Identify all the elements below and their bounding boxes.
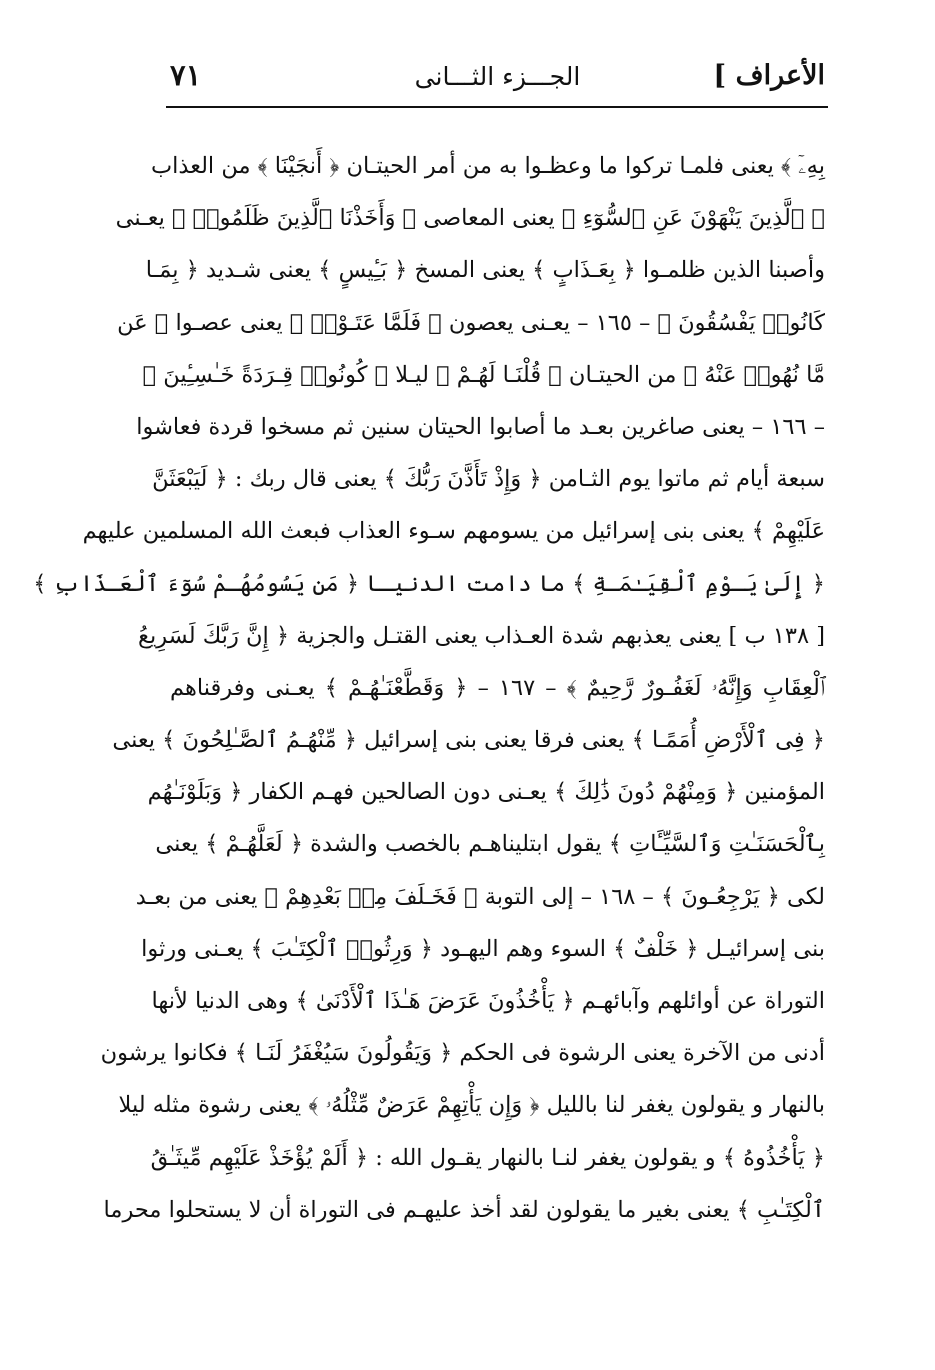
text-line: المؤمنين ﴿ وَمِنْهُمْ دُونَ ذَٰلِكَ ﴾ يعـنى دون الصالحين فهـم الكفار ﴿ وَبَلَوْنَـٰهُم xyxy=(147,779,825,806)
text-line: مَّا نُهُوا۟ عَنْهُ ﴾ من الحيتـان ﴿ قُلْنَـا لَهُـمْ ﴾ ليـلا ﴿ كُونُوا۟ قِـرَدَةً خَـٰسِـِٔينَ ﴾ xyxy=(142,361,825,388)
surah-title: الأعراف ] xyxy=(713,60,825,91)
text-line: لكى ﴿ يَرْجِعُـونَ ﴾ – ١٦٨ – إلى التوبة ﴿ فَخَـلَفَ مِنۢ بَعْدِهِمْ ﴾ يعنى من بعـد xyxy=(135,883,825,910)
text-line: ٱلْعِقَابِ وَإِنَّهُۥ لَغَفُـورٌ رَّحِيمٌ ﴾ – ١٦٧ – ﴿ وَقَطَّعْنَـٰهُـمْ ﴾ يعـنى وفرقناهم xyxy=(170,674,825,701)
text-line: [ ١٣٨ ب ] يعنى يعذبهم شدة العـذاب يعنى القتـل والجزية ﴿ إِنَّ رَبَّكَ لَسَرِيعُ xyxy=(137,622,825,649)
body-text xyxy=(33,140,825,1236)
text-line: وأصبنا الذين ظلمـوا ﴿ بِعَـذَابٍ ﴾ يعنى المسخ ﴿ بَـِٔيسٍ ﴾ يعنى شـديد ﴿ بِمَـا xyxy=(145,257,825,284)
text-line: – ١٦٦ – يعنى صاغرين بعـد ما أصابوا الحيتان سنين ثم مسخوا قردة فعاشوا xyxy=(136,413,825,440)
text-line: عَلَيْهِمْ ﴾ يعنى بنى إسرائيل من يسومهم سـوء العذاب فبعث الله المسلمين عليهم xyxy=(82,518,825,545)
text-line: بنى إسرائيـل ﴿ خَلْفٌ ﴾ السوء وهم اليهـود ﴿ وَرِثُوا۟ ٱلْكِتَـٰبَ ﴾ يعـنى ورثوا xyxy=(141,935,825,962)
page-number: ٧١ xyxy=(170,58,202,92)
text-line: سبعة أيام ثم ماتوا يوم الثـامن ﴿ وَإِذْ تَأَذَّنَ رَبُّكَ ﴾ يعنى قال ربك : ﴿ لَيَبْعَثَنَّ xyxy=(152,466,825,493)
part-title: الجـــزء الثـــانى xyxy=(414,62,581,91)
header-divider xyxy=(166,106,828,108)
text-line: ٱلْكِتَـٰبِ ﴾ يعنى بغير ما يقولون لقد أخذ عليهـم فى التوراة أن لا يستحلوا محرما xyxy=(103,1196,825,1223)
text-line: ﴿ فِى ٱلْأَرْضِ أُمَمًـا ﴾ يعنى فرقا يعنى بنى إسرائيل ﴿ مِّنْهُـمُ ٱلصَّـٰلِحُونَ ﴾ يعنى xyxy=(112,727,825,754)
text-line: ﴿ يَأْخُذُوهُ ﴾ و يقولون يغفر لنـا بالنهار يقـول الله : ﴿ أَلَمْ يُؤْخَذْ عَلَيْهِم مِّيثَـٰقُ xyxy=(150,1144,825,1171)
text-line: ﴿ إِلَىٰ يَـوْمِ ٱلْقِيَـٰمَـةِ ﴾ ما دامت الدنيـا ﴿ مَن يَسُومُهُـمْ سُوٓءَ ٱلْعَـذَابِ ﴾ xyxy=(33,570,825,597)
text-line: بِٱلْحَسَنَـٰتِ وَٱلسَّيِّـَٔاتِ ﴾ يقول ابتليناهـم بالخصب والشدة ﴿ لَعَلَّهُـمْ ﴾ يعنى xyxy=(155,831,825,858)
text-line: كَانُوا۟ يَفْسُقُونَ ﴾ – ١٦٥ – يعـنى يعصون ﴿ فَلَمَّا عَتَـوْا۟ ﴾ يعنى عصـوا ﴿ عَن xyxy=(117,309,825,336)
text-line: بالنهار و يقولون يغفر لنا بالليل ﴿ وَإِن يَأْتِهِمْ عَرَضٌ مِّثْلُهُۥ ﴾ يعنى رشوة مثله ليلا xyxy=(118,1092,825,1119)
text-line: التوراة عن أوائلهم وآبائهـم ﴿ يَأْخُذُونَ عَرَضَ هَـٰذَا ٱلْأَدْنَىٰ ﴾ وهى الدنيا لأنها xyxy=(151,988,825,1014)
page-header xyxy=(170,48,825,108)
text-line: بِهِۦٓ ﴾ يعنى فلمـا تركوا ما وعظـوا به من أمر الحيتـان ﴿ أَنجَيْنَا ﴾ من العذاب xyxy=(150,153,825,179)
text-line: أدنى من الآخرة يعنى الرشوة فى الحكم ﴿ وَيَقُولُونَ سَيُغْفَرُ لَنَـا ﴾ فكانوا يرشون xyxy=(100,1040,825,1067)
text-line: ﴿ ٱلَّذِينَ يَنْهَوْنَ عَنِ ٱلسُّوٓءِ ﴾ يعنى المعاصى ﴿ وَأَخَذْنَا ٱلَّذِينَ ظَلَمُوا۟ ﴾ يعـنى xyxy=(115,205,825,232)
